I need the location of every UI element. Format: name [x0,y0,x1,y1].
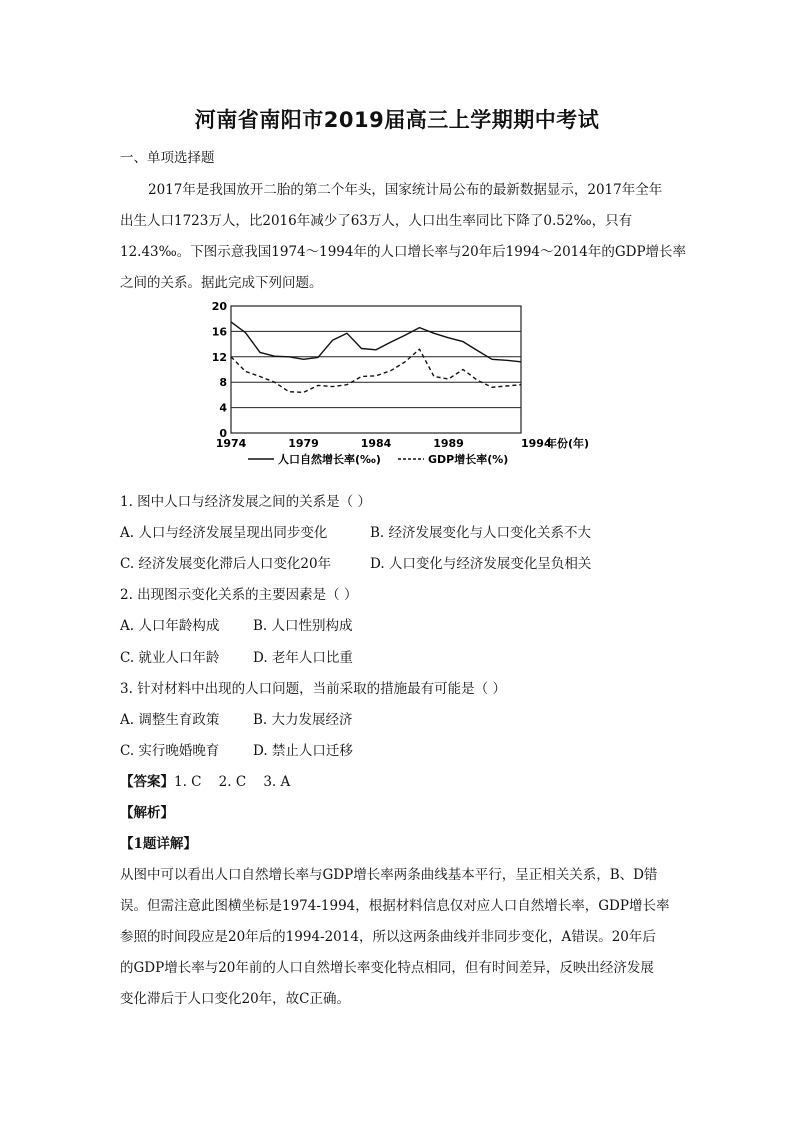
legend-label-0: 人口自然增长率(‰) [278,453,381,466]
legend-label-1: GDP增长率(%) [428,453,509,466]
intro-line-3: 12.43‰。下图示意我国1974～1994年的人口增长率与20年后1994～2014年的GDP增长率 [120,244,687,260]
detail-line-3: 参照的时间段应是20年后的1994-2014，所以这两条曲线并非同步变化，A错误。20年后 [120,929,656,945]
analysis-label: 【解析】 [120,805,174,821]
question-1-option-b[interactable]: B. 经济发展变化与人口变化关系不大 [370,525,592,541]
question-3-option-d[interactable]: D. 禁止人口迁移 [253,743,353,759]
y-tick-label-4: 16 [211,325,227,339]
y-tick-label-2: 8 [219,376,227,390]
y-tick-label-3: 12 [211,350,227,364]
detail-line-4: 的GDP增长率与20年前的人口自然增长率变化特点相同，但有时间差异，反映出经济发展 [120,960,654,976]
question-2-option-a[interactable]: A. 人口年龄构成 [120,618,220,634]
answer-line [120,770,290,790]
intro-line-1: 2017年是我国放开二胎的第二个年头，国家统计局公布的最新数据显示，2017年全年 [148,182,663,198]
x-tick-label-1: 1979 [288,437,319,450]
question-3-option-b[interactable]: B. 大力发展经济 [253,712,353,728]
question-1-stem: 1. 图中人口与经济发展之间的关系是（ ） [120,494,371,510]
question-3-option-c[interactable]: C. 实行晚婚晚育 [120,743,220,759]
question-2-option-c[interactable]: C. 就业人口年龄 [120,650,220,666]
x-tick-label-2: 1984 [360,437,392,450]
question-1-option-d[interactable]: D. 人口变化与经济发展变化呈负相关 [370,556,592,572]
x-tick-label-4: 1994 [521,437,552,450]
series-line-0 [231,322,521,362]
answer-text: 1. C 2. C 3. A [174,774,291,790]
question-2-option-d[interactable]: D. 老年人口比重 [253,650,353,666]
x-axis-label: 年份(年) [546,437,590,450]
plot-frame [231,306,521,433]
detail-line-2: 误。但需注意此图横坐标是1974-1994，根据材料信息仅对应人口自然增长率，GDP增长率 [120,898,670,914]
question-2-stem: 2. 出现图示变化关系的主要因素是（ ） [120,587,358,603]
chart-svg [211,296,590,474]
question-2-option-b[interactable]: B. 人口性别构成 [253,618,353,634]
question-1-option-c[interactable]: C. 经济发展变化滞后人口变化20年 [120,556,332,572]
section-heading: 一、单项选择题 [120,150,215,166]
question-1-option-a[interactable]: A. 人口与经济发展呈现出同步变化 [120,525,328,541]
question-3-option-a[interactable]: A. 调整生育政策 [120,712,220,728]
y-tick-label-0: 0 [219,427,227,440]
detail-label: 【1题详解】 [120,836,197,852]
detail-line-1: 从图中可以看出人口自然增长率与GDP增长率两条曲线基本平行，呈正相关关系，B、D错 [120,867,658,883]
x-tick-label-0: 1974 [215,437,247,450]
intro-line-2: 出生人口1723万人，比2016年减少了63万人，人口出生率同比下降了0.52‰，只有 [120,213,633,229]
intro-line-4: 之间的关系。据此完成下列问题。 [120,275,323,291]
y-tick-label-1: 4 [219,401,227,415]
growth-rate-chart [211,296,590,474]
y-tick-label-5: 20 [211,300,227,313]
page-title: 河南省南阳市2019届高三上学期期中考试 [194,108,600,132]
answer-label: 【答案】 [120,774,174,790]
x-tick-label-3: 1989 [433,437,464,450]
detail-line-5: 变化滞后于人口变化20年，故C正确。 [120,991,351,1007]
question-3-stem: 3. 针对材料中出现的人口问题，当前采取的措施最有可能是（ ） [120,681,506,697]
